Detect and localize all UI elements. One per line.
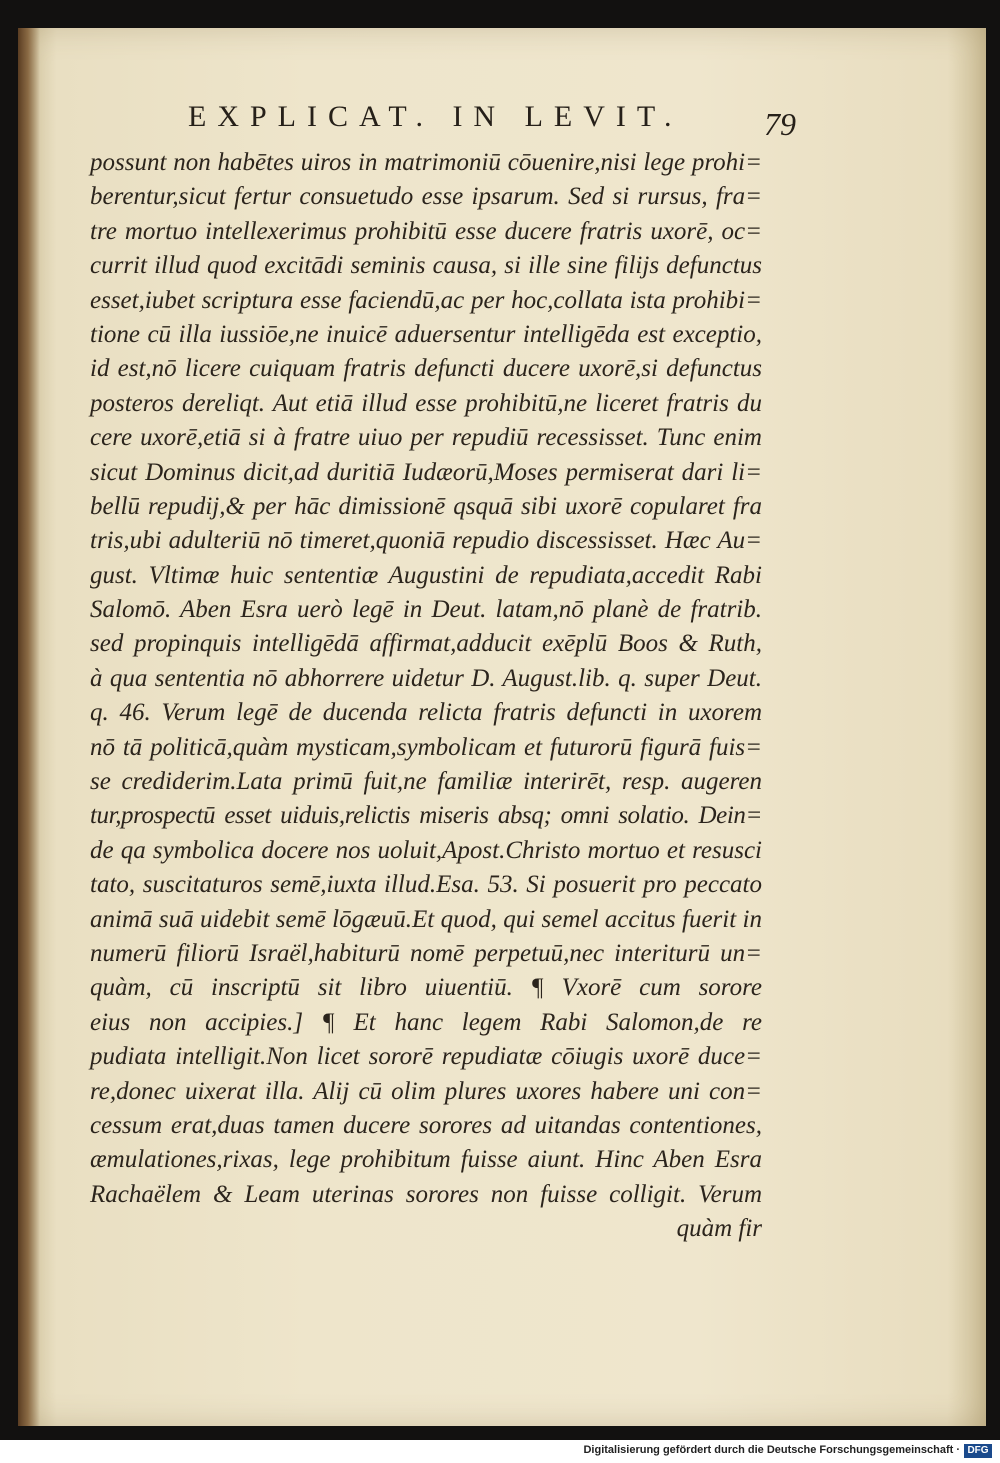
text-line: posteros dereliqt. Aut etiā illud esse prohibitū,ne liceret fratris du: [90, 389, 762, 417]
text-line: tris,ubi adulteriū nō timeret,quoniā repudio discessisset. Hæc Au=: [90, 527, 762, 555]
text-line: tato, suscitaturos semē,iuxta illud.Esa. 53. Si posuerit pro peccato: [90, 871, 762, 899]
funding-credit: Digitalisierung gefördert durch die Deutsche Forschungsgemeinschaft ·: [583, 1444, 960, 1456]
running-head: EXPLICAT. IN LEVIT.: [188, 100, 683, 133]
text-line: numerū filiorū Israël,habiturū nomē perpetuū,nec interiturū un=: [90, 939, 762, 967]
text-line: de qa symbolica docere nos uoluit,Apost.Christo mortuo et resusci: [90, 836, 762, 864]
text-line: esset,iubet scriptura esse faciendū,ac per hoc,collata ista prohibi=: [90, 286, 762, 314]
text-line: pudiata intelligit.Non licet sororē repudiatæ cōiugis uxorē duce=: [90, 1043, 762, 1071]
text-line: sicut Dominus dicit,ad duritiā Iudæorū,Moses permiserat dari li=: [90, 458, 762, 486]
text-line: currit illud quod excitādi seminis causa, si ille sine filijs defunctus: [90, 252, 762, 280]
text-line: à qua sententia nō abhorrere uidetur D. August.lib. q. super Deut.: [90, 664, 762, 692]
text-line: nō tā politicā,quàm mysticam,symbolicam et futurorū figurā fuis=: [90, 733, 762, 761]
text-line: eius non accipies.] ¶ Et hanc legem Rabi Salomon,de re: [90, 1008, 762, 1036]
book-page: [18, 28, 986, 1426]
text-line: animā suā uidebit semē lōgæuū.Et quod, qui semel accitus fuerit in: [90, 905, 762, 933]
text-line: re,donec uixerat illa. Alij cū olim plures uxores habere uni con=: [90, 1077, 762, 1105]
text-line: id est,nō licere cuiquam fratris defuncti ducere uxorē,si defunctus: [90, 355, 762, 383]
text-line: quàm, cū inscriptū sit libro uiuentiū. ¶ Vxorē cum sorore: [90, 974, 762, 1002]
text-line: cere uxorē,etiā si à fratre uiuo per repudiū recessisset. Tunc enim: [90, 424, 762, 452]
text-line: sed propinquis intelligēdā affirmat,adducit exēplū Boos & Ruth,: [90, 630, 762, 658]
text-line: tur,prospectū esset uiduis,relictis miseris absq; omni solatio. Dein=: [90, 802, 762, 830]
text-line: tre mortuo intellexerimus prohibitū esse ducere fratris uxorē, oc=: [90, 217, 762, 245]
text-line: berentur,sicut fertur consuetudo esse ipsarum. Sed si rursus, fra=: [90, 183, 762, 211]
text-line: gust. Vltimæ huic sententiæ Augustini de repudiata,accedit Rabi: [90, 561, 762, 589]
text-line: Salomō. Aben Esra uerò legē in Deut. latam,nō planè de fratrib.: [90, 596, 762, 624]
page-gutter-edge: [18, 28, 40, 1426]
text-line: bellū repudij,& per hāc dimissionē qsquā sibi uxorē copularet fra: [90, 492, 762, 520]
text-line: æmulationes,rixas, lege prohibitum fuisse aiunt. Hinc Aben Esra: [90, 1146, 762, 1174]
footer-bar: [0, 1440, 1000, 1463]
text-block: [90, 146, 762, 1247]
text-line: cessum erat,duas tamen ducere sorores ad uitandas contentiones,: [90, 1111, 762, 1139]
text-line: q. 46. Verum legē de ducenda relicta fratris defuncti in uxorem: [90, 699, 762, 727]
text-line: Rachaëlem & Leam uterinas sorores non fuisse colligit. Verum: [90, 1180, 762, 1208]
catchword: quàm fir: [676, 1215, 762, 1243]
dfg-logo[interactable]: DFG: [964, 1444, 992, 1458]
folio-number: 79: [764, 106, 796, 142]
text-line: tione cū illa iussiōe,ne inuicē aduersentur intelligēda est exceptio,: [90, 320, 762, 348]
text-line: possunt non habētes uiros in matrimoniū cōuenire,nisi lege prohi=: [90, 149, 762, 176]
text-line: se crediderim.Lata primū fuit,ne familiæ interirēt, resp. augeren: [90, 768, 762, 796]
